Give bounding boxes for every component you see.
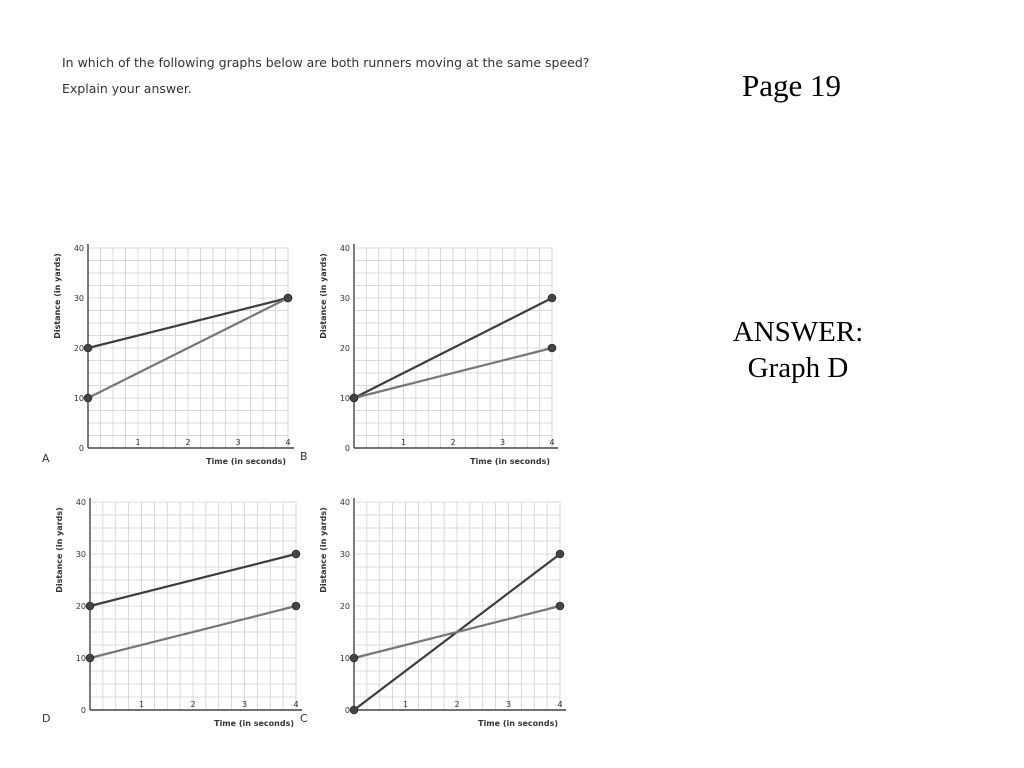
y-tick-label: 30 xyxy=(75,550,86,559)
x-tick-label: 4 xyxy=(285,438,291,447)
y-tick-label: 0 xyxy=(344,706,350,715)
x-tick-label: 3 xyxy=(499,438,506,447)
graph-a xyxy=(40,236,310,472)
x-tick-label: 4 xyxy=(549,438,555,447)
series-point xyxy=(350,654,358,662)
question-line-2: Explain your answer. xyxy=(62,81,192,96)
question-text xyxy=(62,50,622,102)
graph-c xyxy=(302,492,578,732)
series-point xyxy=(292,602,300,610)
x-tick-label: 1 xyxy=(400,438,407,447)
panel-label: D xyxy=(42,712,51,725)
series-point xyxy=(86,602,94,610)
grid-lines xyxy=(354,502,563,710)
y-axis-label: Distance (in yards) xyxy=(55,507,64,593)
grid-lines xyxy=(90,502,299,710)
y-tick-label: 10 xyxy=(73,394,84,403)
x-tick-label: 2 xyxy=(190,700,196,709)
x-tick-label: 3 xyxy=(235,438,241,447)
y-tick-label: 0 xyxy=(344,444,350,453)
x-tick-label: 3 xyxy=(241,700,248,709)
y-axis-label: Distance (in yards) xyxy=(53,253,62,339)
panel-label: B xyxy=(300,450,308,463)
x-tick-label: 4 xyxy=(293,700,299,709)
y-tick-label: 40 xyxy=(73,244,84,253)
series-point xyxy=(548,344,556,352)
series-point xyxy=(556,602,564,610)
answer-value: Graph D xyxy=(747,352,849,384)
y-tick-label: 40 xyxy=(75,498,86,507)
x-tick-label: 1 xyxy=(138,700,145,709)
y-tick-label: 20 xyxy=(339,344,350,353)
series-point xyxy=(292,550,300,558)
y-tick-label: 30 xyxy=(339,550,350,559)
question-line-1: In which of the following graphs below are both runners moving at the same speed? xyxy=(62,55,590,70)
series-point xyxy=(86,654,94,662)
x-tick-label: 3 xyxy=(505,700,512,709)
graph-d xyxy=(40,492,310,732)
x-tick-label: 1 xyxy=(402,700,409,709)
x-axis-label: Time (in seconds) xyxy=(478,719,558,728)
series-point xyxy=(84,344,92,352)
y-tick-label: 20 xyxy=(75,602,86,611)
x-tick-label: 1 xyxy=(135,438,141,447)
series-point xyxy=(350,706,358,714)
x-tick-label: 2 xyxy=(454,700,460,709)
x-axis-label: Time (in seconds) xyxy=(206,457,286,466)
x-axis-label: Time (in seconds) xyxy=(214,719,294,728)
y-tick-label: 30 xyxy=(73,294,84,303)
series-point xyxy=(84,394,92,402)
answer-heading: ANSWER: xyxy=(732,316,864,348)
y-tick-label: 10 xyxy=(339,394,350,403)
series-point xyxy=(548,294,556,302)
panel-label: A xyxy=(42,452,50,465)
panel-label: C xyxy=(300,712,308,725)
page-number: Page 19 xyxy=(742,68,842,103)
y-tick-label: 40 xyxy=(339,498,350,507)
y-tick-label: 30 xyxy=(339,294,350,303)
y-tick-label: 20 xyxy=(73,344,84,353)
y-tick-label: 0 xyxy=(78,444,84,453)
y-axis-label: Distance (in yards) xyxy=(319,253,328,339)
x-tick-label: 2 xyxy=(185,438,191,447)
y-tick-label: 40 xyxy=(339,244,350,253)
x-tick-label: 2 xyxy=(450,438,456,447)
y-tick-label: 0 xyxy=(80,706,86,715)
y-tick-label: 20 xyxy=(339,602,350,611)
series-point xyxy=(556,550,564,558)
series-point xyxy=(284,294,292,302)
x-axis-label: Time (in seconds) xyxy=(470,457,550,466)
answer-block xyxy=(700,314,896,386)
graph-b xyxy=(302,236,572,472)
y-tick-label: 10 xyxy=(75,654,86,663)
y-tick-label: 10 xyxy=(339,654,350,663)
y-axis-label: Distance (in yards) xyxy=(319,507,328,593)
series-point xyxy=(350,394,358,402)
x-tick-label: 4 xyxy=(557,700,563,709)
